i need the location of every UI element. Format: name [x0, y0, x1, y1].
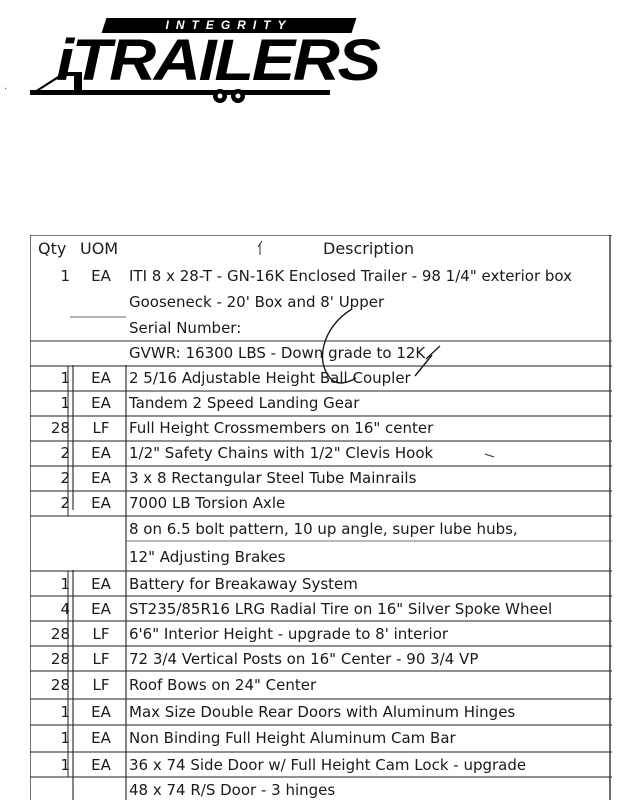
table-row [30, 441, 612, 466]
table-row [30, 753, 612, 778]
stray-mark: · [4, 84, 8, 95]
table-row [30, 647, 612, 672]
description-cell: 6'6" Interior Height - upgrade to 8' interior [129, 625, 449, 643]
table-row [30, 290, 612, 315]
uom-cell: EA [91, 267, 111, 285]
qty-cell: 28 [50, 650, 70, 668]
description-cell: 7000 LB Torsion Axle [129, 494, 286, 512]
qty-cell: 2 [60, 494, 70, 512]
description-cell: 12" Adjusting Brakes [129, 548, 286, 566]
description-cell: ITI 8 x 28-T - GN-16K Enclosed Trailer - 98 1/4" exterior box [129, 267, 572, 285]
table-row [30, 622, 612, 647]
qty-cell: 1 [60, 267, 70, 285]
parts-table [30, 235, 612, 800]
description-cell: Gooseneck - 20' Box and 8' Upper [129, 293, 385, 311]
uom-cell: EA [91, 369, 111, 387]
description-cell: GVWR: 16300 LBS - Down grade to 12K [129, 344, 426, 362]
table-row [30, 545, 612, 570]
uom-cell: EA [91, 494, 111, 512]
table-row [30, 316, 612, 341]
description-cell: Full Height Crossmembers on 16" center [129, 419, 434, 437]
table-row [30, 597, 612, 622]
qty-cell: 1 [60, 369, 70, 387]
logo-integrity-text: INTEGRITY [165, 18, 293, 32]
table-row [30, 673, 612, 698]
description-cell: Non Binding Full Height Aluminum Cam Bar [129, 729, 456, 747]
table-row [30, 726, 612, 751]
uom-cell: EA [91, 394, 111, 412]
logo-trailers-text: iTRAILERS [56, 28, 379, 93]
uom-cell: EA [91, 756, 111, 774]
uom-cell: LF [92, 419, 110, 437]
description-cell: Tandem 2 Speed Landing Gear [129, 394, 360, 412]
column-header-qty: Qty [38, 239, 67, 258]
table-row [30, 416, 612, 441]
description-cell: 72 3/4 Vertical Posts on 16" Center - 90 3/4 VP [129, 650, 479, 668]
company-logo [24, 14, 379, 104]
table-row [30, 778, 612, 800]
uom-cell: EA [91, 444, 111, 462]
column-header-description: Description [323, 239, 415, 258]
description-cell: Serial Number: [129, 319, 242, 337]
table-row [30, 341, 612, 366]
table-row [30, 264, 612, 289]
description-cell: 48 x 74 R/S Door - 3 hinges [129, 781, 336, 799]
table-row [30, 700, 612, 725]
uom-cell: LF [92, 650, 110, 668]
qty-cell: 1 [60, 394, 70, 412]
qty-cell: 4 [60, 600, 70, 618]
uom-cell: EA [91, 469, 111, 487]
table-row [30, 491, 612, 516]
uom-cell: EA [91, 729, 111, 747]
uom-cell: EA [91, 575, 111, 593]
description-cell: ST235/85R16 LRG Radial Tire on 16" Silver Spoke Wheel [129, 600, 553, 618]
qty-cell: 2 [60, 469, 70, 487]
table-row [30, 366, 612, 391]
description-cell: Battery for Breakaway System [129, 575, 358, 593]
column-header-uom: UOM [80, 239, 119, 258]
qty-cell: 1 [60, 575, 70, 593]
uom-cell: LF [92, 676, 110, 694]
qty-cell: 2 [60, 444, 70, 462]
qty-cell: 1 [60, 756, 70, 774]
table-row [30, 517, 612, 542]
uom-cell: EA [91, 600, 111, 618]
uom-cell: EA [91, 703, 111, 721]
description-cell: 1/2" Safety Chains with 1/2" Clevis Hook [129, 444, 434, 462]
qty-cell: 1 [60, 703, 70, 721]
qty-cell: 28 [50, 676, 70, 694]
table-row [30, 466, 612, 491]
qty-cell: 28 [50, 419, 70, 437]
qty-cell: 28 [50, 625, 70, 643]
description-cell: 2 5/16 Adjustable Height Ball Coupler [129, 369, 411, 387]
description-cell: 8 on 6.5 bolt pattern, 10 up angle, super lube hubs, [129, 520, 518, 538]
description-cell: 36 x 74 Side Door w/ Full Height Cam Lock - upgrade [129, 756, 527, 774]
qty-cell: 1 [60, 729, 70, 747]
table-row [30, 391, 612, 416]
table-row [30, 572, 612, 597]
uom-cell: LF [92, 625, 110, 643]
description-cell: Max Size Double Rear Doors with Aluminum Hinges [129, 703, 516, 721]
description-cell: Roof Bows on 24" Center [129, 676, 317, 694]
description-cell: 3 x 8 Rectangular Steel Tube Mainrails [129, 469, 417, 487]
